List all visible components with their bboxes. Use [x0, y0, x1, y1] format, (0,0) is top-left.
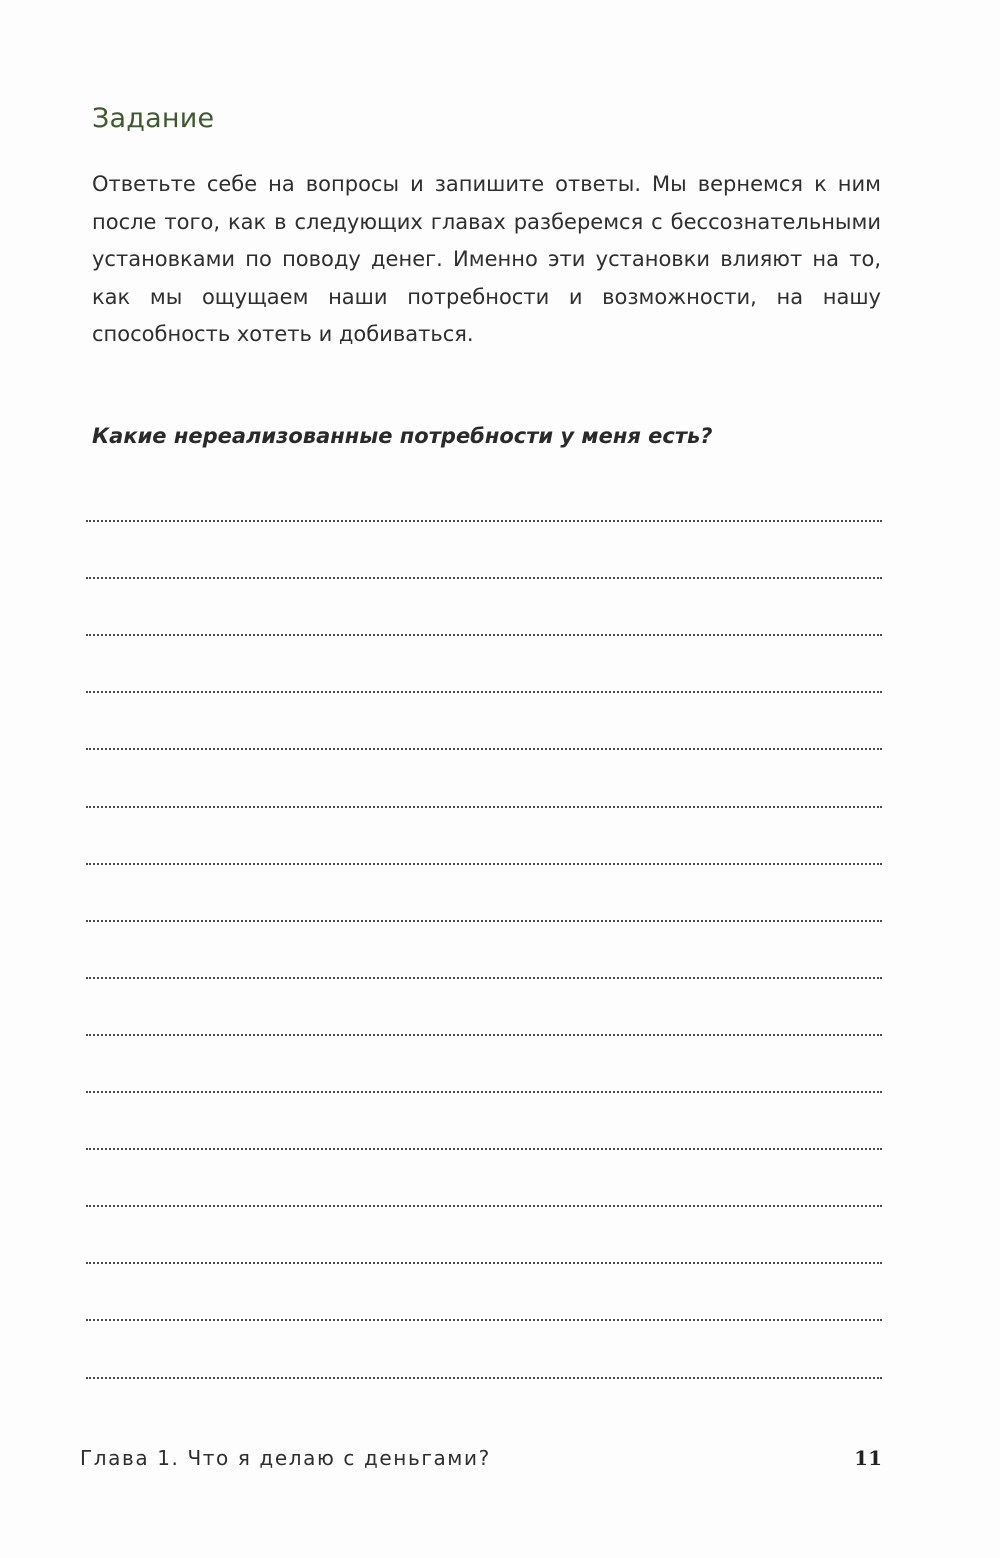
- task-intro-text: Ответьте себе на вопросы и запишите ответы. Мы вернемся к ним после того, как в следующих главах разберемся с бессознательными установками по поводу денег. Именно эти установки влияют на то, как мы ощущаем наши потребности и возможности, на нашу способность хотеть и добиваться.: [92, 172, 881, 346]
- task-heading: Задание: [92, 103, 215, 134]
- answer-line[interactable]: [86, 634, 882, 636]
- answer-line[interactable]: [86, 748, 882, 750]
- answer-line[interactable]: [86, 1262, 882, 1264]
- answer-line[interactable]: [86, 977, 882, 979]
- page-number: 11: [854, 1446, 882, 1470]
- answer-line[interactable]: [86, 806, 882, 808]
- answer-line[interactable]: [86, 520, 882, 522]
- answer-line[interactable]: [86, 1091, 882, 1093]
- answer-line[interactable]: [86, 1319, 882, 1321]
- answer-line[interactable]: [86, 577, 882, 579]
- task-question: Какие нереализованные потребности у меня есть?: [92, 424, 713, 448]
- answer-line[interactable]: [86, 1034, 882, 1036]
- answer-line[interactable]: [86, 920, 882, 922]
- answer-line[interactable]: [86, 1377, 882, 1379]
- answer-line[interactable]: [86, 691, 882, 693]
- answer-lines: [86, 0, 882, 1558]
- footer-chapter-title: Глава 1. Что я делаю с деньгами?: [80, 1446, 491, 1470]
- answer-line[interactable]: [86, 1205, 882, 1207]
- answer-line[interactable]: [86, 1148, 882, 1150]
- answer-line[interactable]: [86, 863, 882, 865]
